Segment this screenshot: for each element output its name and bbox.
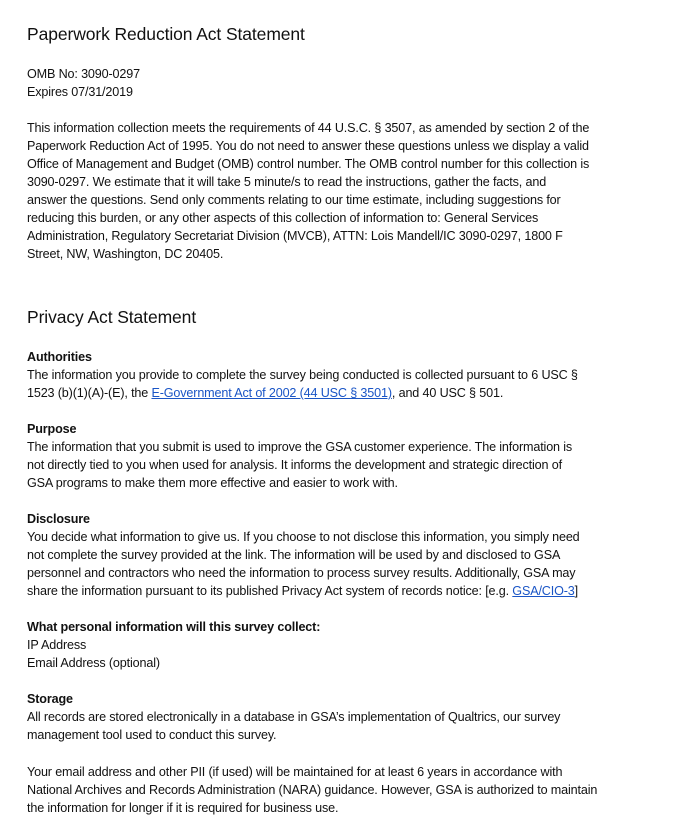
disclosure-text: ] (574, 584, 578, 598)
paperwork-line: This information collection meets the requirements of 44 U.S.C. § 3507, as amended by section 2 of the (27, 121, 590, 135)
storage-section (27, 690, 657, 744)
paperwork-line: Administration, Regulatory Secretariat Division (MVCB), ATTN: Lois Mandell/IC 3090-0297, 1800 F (27, 229, 563, 243)
paperwork-title: Paperwork Reduction Act Statement (27, 24, 305, 44)
privacy-title: Privacy Act Statement (27, 307, 197, 327)
paperwork-body (27, 119, 657, 263)
paperwork-line: Street, NW, Washington, DC 20405. (27, 247, 224, 261)
storage-heading: Storage (27, 692, 73, 706)
disclosure-line: personnel and contractors who need the information to process survey results. Additionally, GSA may (27, 566, 576, 580)
omb-number: OMB No: 3090-0297 (27, 67, 140, 81)
authorities-line (27, 384, 657, 402)
disclosure-line (27, 582, 657, 600)
retention-line: National Archives and Records Administration (NARA) guidance. However, GSA is authorized to maintain (27, 783, 598, 797)
purpose-line: not directly tied to you when used for analysis. It informs the development and strategic direction of (27, 458, 562, 472)
purpose-heading: Purpose (27, 422, 77, 436)
omb-info (27, 65, 657, 101)
purpose-section (27, 420, 657, 492)
retention-line: Your email address and other PII (if used) will be maintained for at least 6 years in accordance with (27, 765, 563, 779)
collect-item: IP Address (27, 638, 87, 652)
paperwork-line: 3090-0297. We estimate that it will take 5 minute/s to read the instructions, gather the facts, and (27, 175, 547, 189)
paperwork-line: answer the questions. Send only comments relating to our time estimate, including suggestions for (27, 193, 561, 207)
collect-section (27, 618, 657, 672)
authorities-text: , and 40 USC § 501. (391, 386, 504, 400)
paperwork-line: reducing this burden, or any other aspects of this collection of information to: General Services (27, 211, 539, 225)
retention-line: the information for longer if it is required for business use. (27, 801, 339, 815)
collect-heading: What personal information will this survey collect: (27, 620, 321, 634)
paperwork-line: Paperwork Reduction Act of 1995. You do not need to answer these questions unless we display a valid (27, 139, 589, 153)
disclosure-heading: Disclosure (27, 512, 90, 526)
authorities-heading: Authorities (27, 350, 92, 364)
authorities-line: The information you provide to complete the survey being conducted is collected pursuant to 6 USC § (27, 368, 578, 382)
purpose-line: GSA programs to make them more effective and easier to work with. (27, 476, 398, 490)
disclosure-text: share the information pursuant to its published Privacy Act system of records notice: [e.g. (27, 584, 513, 598)
egovernment-act-link[interactable]: E-Government Act of 2002 (44 USC § 3501) (151, 386, 392, 400)
omb-expiration: Expires 07/31/2019 (27, 85, 133, 99)
gsa-cio-3-link[interactable]: GSA/CIO-3 (512, 584, 575, 598)
disclosure-line: You decide what information to give us. If you choose to not disclose this information, you simply need (27, 530, 580, 544)
disclosure-section (27, 510, 657, 600)
authorities-section (27, 348, 657, 402)
disclosure-line: not complete the survey provided at the link. The information will be used by and disclosed to GSA (27, 548, 561, 562)
storage-line: All records are stored electronically in a database in GSA’s implementation of Qualtrics, our survey (27, 710, 561, 724)
paperwork-line: Office of Management and Budget (OMB) control number. The OMB control number for this collection is (27, 157, 590, 171)
collect-item: Email Address (optional) (27, 656, 160, 670)
retention-section (27, 763, 657, 817)
purpose-line: The information that you submit is used to improve the GSA customer experience. The information is (27, 440, 573, 454)
authorities-text: 1523 (b)(1)(A)-(E), the (27, 386, 152, 400)
storage-line: management tool used to conduct this survey. (27, 728, 277, 742)
